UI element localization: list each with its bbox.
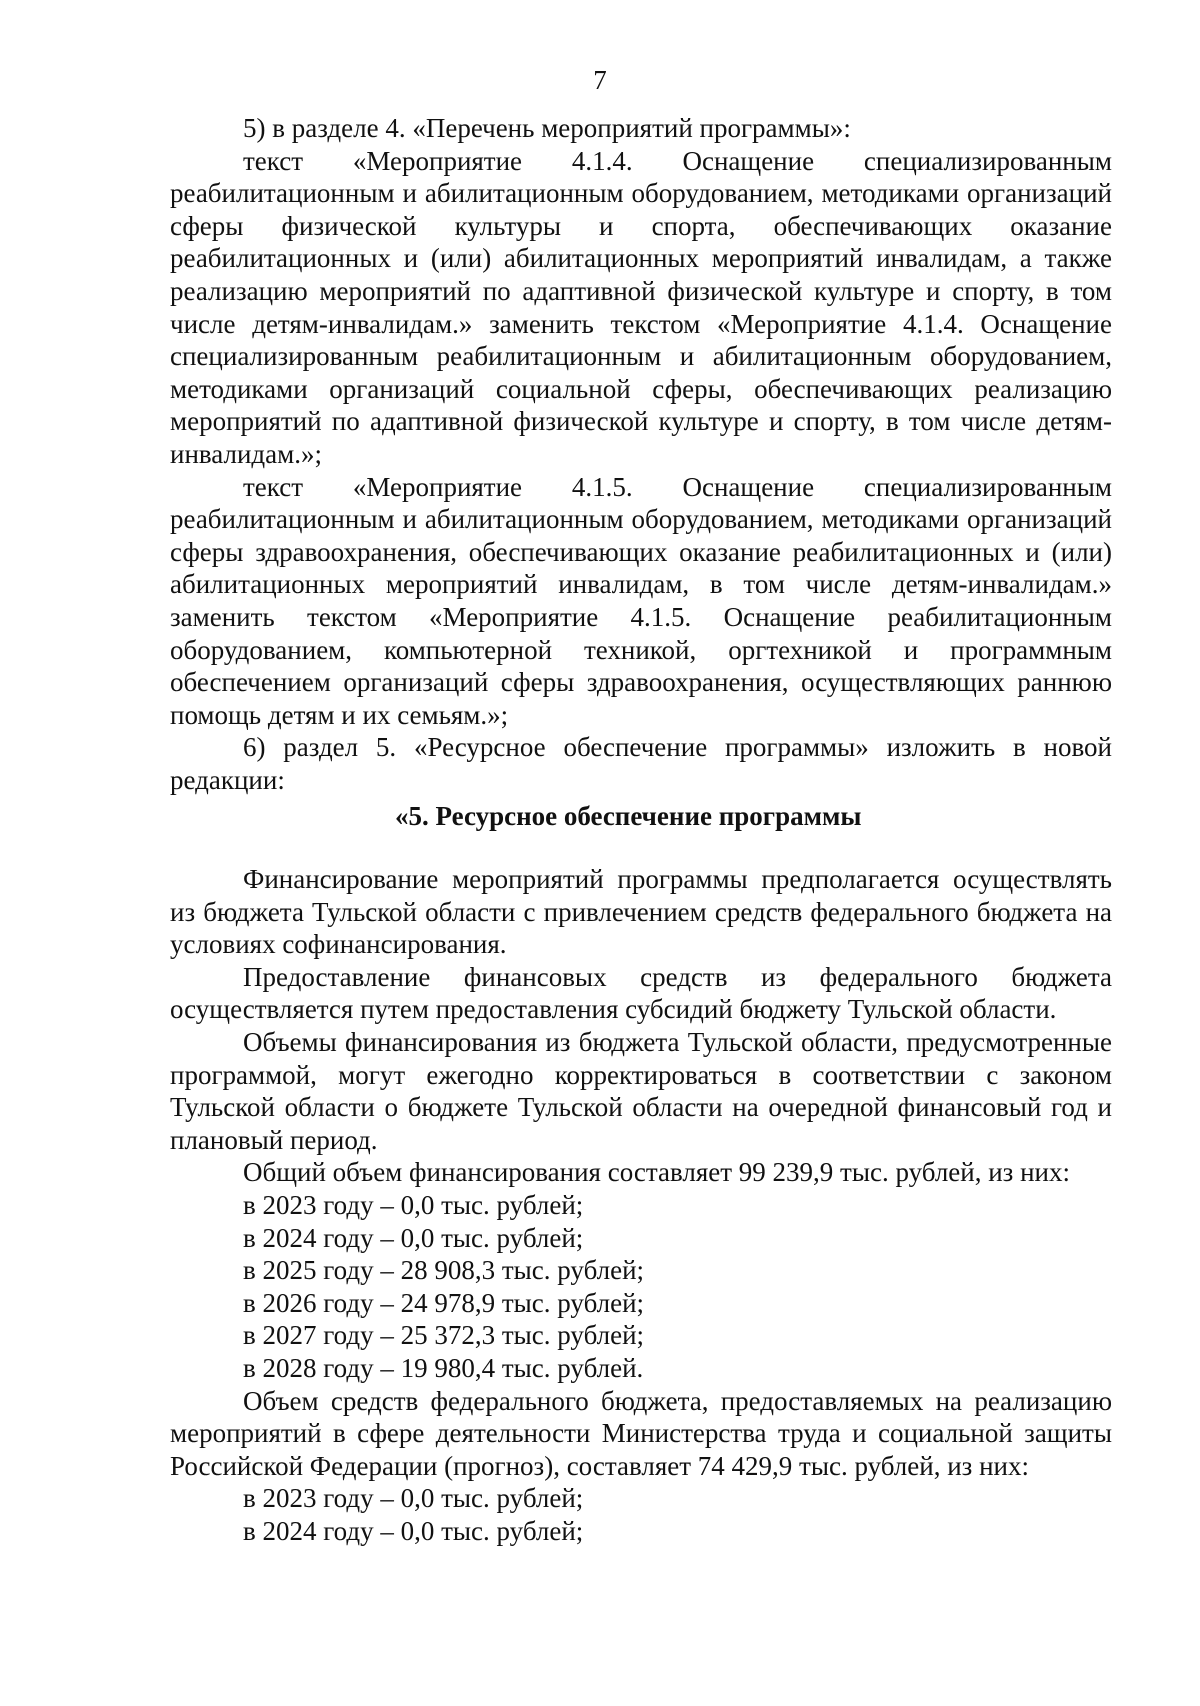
total-year-line: в 2025 году – 28 908,3 тыс. рублей; xyxy=(243,1255,645,1286)
page-number: 7 xyxy=(593,65,607,95)
total-year-line: в 2028 году – 19 980,4 тыс. рублей. xyxy=(243,1352,644,1383)
paragraph-financing: Финансирование мероприятий программы предполагается осуществлять из бюджета Тульской области с привлечением средств федерального бюджета на условиях софинансирования. xyxy=(170,864,1112,960)
federal-year-line: в 2024 году – 0,0 тыс. рублей; xyxy=(243,1515,584,1546)
total-year-line: в 2023 году – 0,0 тыс. рублей; xyxy=(243,1190,584,1220)
document-body xyxy=(170,112,1112,1548)
federal-year-line: в 2023 году – 0,0 тыс. рублей; xyxy=(243,1483,584,1514)
paragraph-federal: Объем средств федерального бюджета, предоставляемых на реализацию мероприятий в сфере деятельности Министерства труда и социальной защиты Российской Федерации (прогноз), составляет 74 429,9 тыс. рублей, из них: xyxy=(170,1385,1112,1481)
total-year-line: в 2026 году – 24 978,9 тыс. рублей; xyxy=(243,1287,645,1318)
total-year-line: в 2024 году – 0,0 тыс. рублей; xyxy=(243,1222,584,1253)
total-year-line: в 2027 году – 25 372,3 тыс. рублей; xyxy=(243,1320,645,1351)
paragraph-measure-4-1-5: текст «Мероприятие 4.1.5. Оснащение специализированным реабилитационным и абилитационным оборудованием, методиками организаций сферы здравоохранения, обеспечивающих оказание реабилитационных и (или) абилитационных мероприятий инвалидам, в том числе детям-инвалидам.» заменить текстом «Мероприятие 4.1.5. Оснащение реабилитационным оборудованием, компьютерной техникой, оргтехникой и программным обеспечением организаций сферы здравоохранения, осуществляющих раннюю помощь детям и их семьям.»; xyxy=(170,471,1112,730)
paragraph-measure-4-1-4: текст «Мероприятие 4.1.4. Оснащение специализированным реабилитационным и абилитационным оборудованием, методиками организаций сферы физической культуры и спорта, обеспечивающих оказание реабилитационных и (или) абилитационных мероприятий инвалидам, а также реализацию мероприятий по адаптивной физической культуре и спорту, в том числе детям-инвалидам.» заменить текстом «Мероприятие 4.1.4. Оснащение специализированным реабилитационным и абилитационным оборудованием, методиками организаций социальной сферы, обеспечивающих реализацию мероприятий по адаптивной физической культуре и спорту, в том числе детям-инвалидам.»; xyxy=(170,145,1112,469)
paragraph-total: Общий объем финансирования составляет 99 239,9 тыс. рублей, из них: xyxy=(243,1157,1070,1188)
paragraph-subsidies: Предоставление финансовых средств из федерального бюджета осуществляется путем предоставления субсидий бюджету Тульской области. xyxy=(170,961,1112,1025)
spacer xyxy=(170,833,1112,863)
paragraph-volumes: Объемы финансирования из бюджета Тульской области, предусмотренные программой, могут ежегодно корректироваться в соответствии с законом Тульской области о бюджете Тульской области на очередной финансовый год и плановый период. xyxy=(170,1027,1112,1155)
amendment-item-6: 6) раздел 5. «Ресурсное обеспечение программы» изложить в новой редакции: xyxy=(170,732,1112,795)
section-heading: «5. Ресурсное обеспечение программы xyxy=(395,801,862,832)
amendment-item-5: 5) в разделе 4. «Перечень мероприятий программы»: xyxy=(243,113,851,143)
